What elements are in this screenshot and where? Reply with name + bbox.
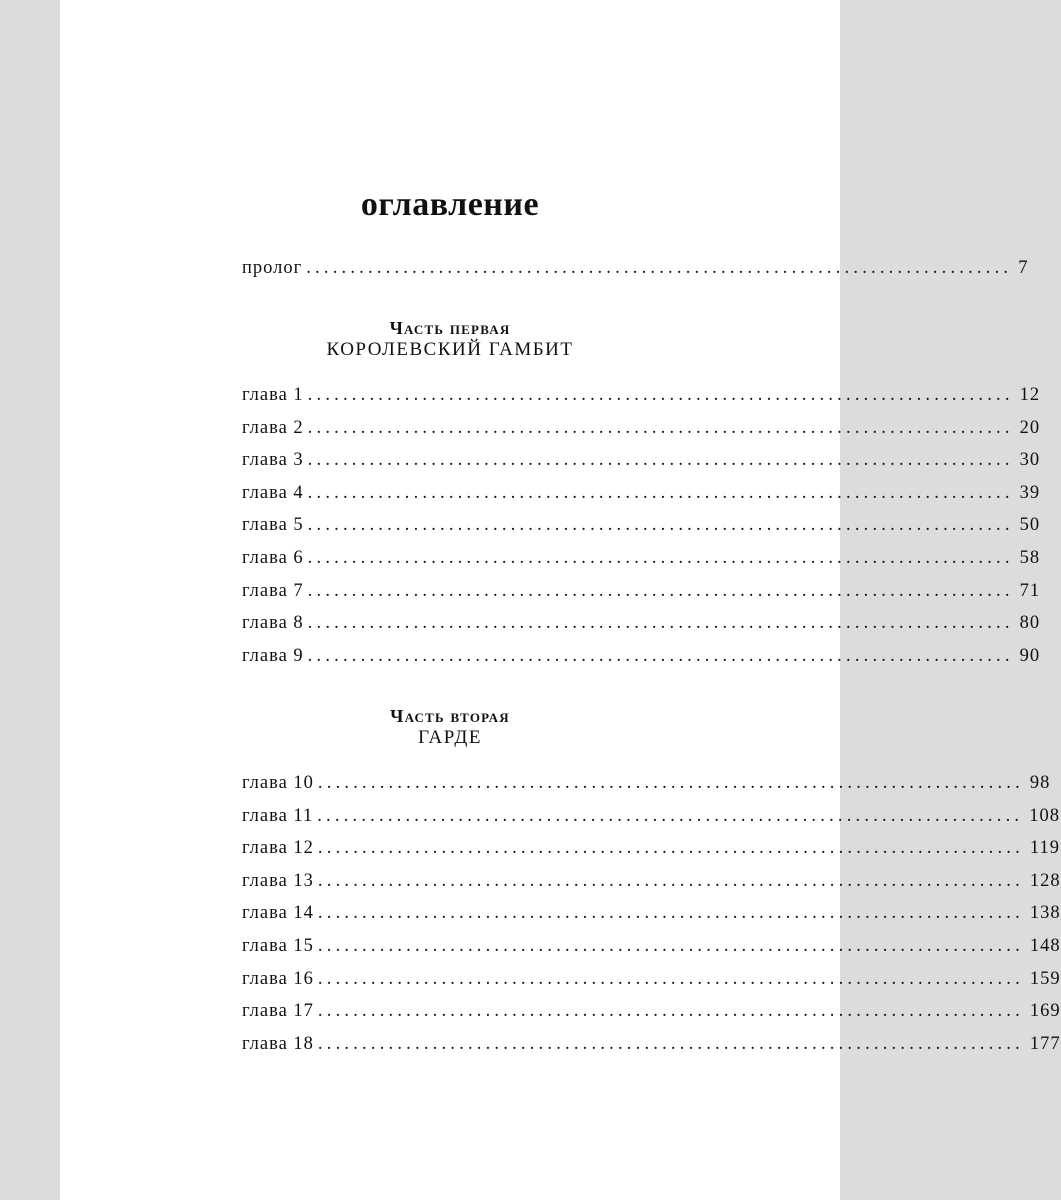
entry-label: глава 3 xyxy=(242,450,304,471)
entry-label: глава 5 xyxy=(242,515,304,536)
entry-page: 12 xyxy=(1019,385,1041,405)
entry-label: пролог xyxy=(242,258,303,278)
entry-label: глава 8 xyxy=(242,613,304,634)
entry-page: 30 xyxy=(1019,450,1041,471)
toc-entry[interactable] xyxy=(242,385,1041,409)
dot-leader: ................................................................................ xyxy=(307,645,1014,666)
dot-leader: ................................................................................ xyxy=(307,450,1014,471)
entry-label: глава 13 xyxy=(242,870,314,891)
book-page xyxy=(60,0,1061,1200)
entry-label: глава 4 xyxy=(242,482,304,503)
entry-page: 108 xyxy=(1029,805,1060,826)
entry-page: 119 xyxy=(1029,838,1060,859)
entry-page: 20 xyxy=(1019,417,1041,438)
entry-page: 50 xyxy=(1019,515,1041,536)
dot-leader: ................................................................................ xyxy=(317,1001,1024,1022)
toc-title: оглавление xyxy=(360,186,540,223)
toc-entry[interactable] xyxy=(242,838,1060,862)
toc-entry[interactable] xyxy=(242,870,1061,895)
toc-entry[interactable] xyxy=(242,580,1041,605)
entry-label: глава 16 xyxy=(242,968,314,989)
dot-leader: ................................................................................ xyxy=(307,580,1014,601)
dot-leader: ................................................................................ xyxy=(317,805,1024,826)
toc-entry[interactable] xyxy=(242,805,1060,830)
dot-leader: ................................................................................ xyxy=(317,838,1024,859)
part-1-heading xyxy=(60,318,840,361)
entry-label: глава 2 xyxy=(242,417,304,438)
toc-entry[interactable] xyxy=(242,1001,1061,1025)
dot-leader: ................................................................................ xyxy=(307,417,1014,438)
dot-leader: ................................................................................ xyxy=(307,613,1014,634)
entry-page: 159 xyxy=(1029,968,1061,989)
toc-entry[interactable] xyxy=(242,1033,1061,1058)
entry-page: 39 xyxy=(1019,482,1041,503)
entry-page: 169 xyxy=(1029,1001,1061,1022)
toc-entry[interactable] xyxy=(242,773,1051,797)
toc-entry-prologue[interactable] xyxy=(242,258,1029,282)
entry-page: 148 xyxy=(1029,936,1061,956)
entry-page: 177 xyxy=(1029,1033,1061,1054)
entry-page: 7 xyxy=(1018,258,1029,278)
toc-entry[interactable] xyxy=(242,548,1041,572)
entry-page: 90 xyxy=(1019,645,1041,666)
entry-label: глава 12 xyxy=(242,838,314,859)
toc-entry[interactable] xyxy=(242,417,1041,442)
toc-entry[interactable] xyxy=(242,968,1061,993)
entry-label: глава 14 xyxy=(242,903,314,924)
entry-label: глава 7 xyxy=(242,580,304,601)
dot-leader: ................................................................................ xyxy=(317,1033,1024,1054)
part-label: Часть первая xyxy=(389,318,511,338)
entry-label: глава 1 xyxy=(242,385,304,405)
entry-label: глава 9 xyxy=(242,645,304,666)
entry-page: 58 xyxy=(1019,548,1041,568)
toc-entry[interactable] xyxy=(242,515,1041,539)
dot-leader: ................................................................................ xyxy=(317,968,1024,989)
toc-entry[interactable] xyxy=(242,450,1041,474)
dot-leader: ................................................................................ xyxy=(317,903,1024,924)
entry-label: глава 17 xyxy=(242,1001,314,1022)
part-name: КОРОЛЕВСКИЙ ГАМБИТ xyxy=(326,339,574,360)
part-2-heading xyxy=(60,706,840,749)
entry-page: 128 xyxy=(1029,870,1061,891)
toc-entry[interactable] xyxy=(242,613,1041,637)
dot-leader: ................................................................................ xyxy=(317,936,1024,956)
part-name: ГАРДЕ xyxy=(418,727,482,748)
part-label: Часть вторая xyxy=(390,706,510,726)
toc-entry[interactable] xyxy=(242,936,1061,960)
dot-leader: ................................................................................ xyxy=(317,870,1024,891)
toc-entry[interactable] xyxy=(242,482,1041,507)
dot-leader: ................................................................................ xyxy=(317,773,1024,793)
entry-label: глава 6 xyxy=(242,548,304,568)
entry-label: глава 11 xyxy=(242,805,314,826)
entry-page: 80 xyxy=(1019,613,1041,634)
entry-label: глава 10 xyxy=(242,773,314,793)
toc-entry[interactable] xyxy=(242,903,1061,927)
entry-label: глава 15 xyxy=(242,936,314,956)
entry-label: глава 18 xyxy=(242,1033,314,1054)
dot-leader: ................................................................................ xyxy=(307,482,1014,503)
dot-leader: ................................................................................ xyxy=(307,385,1014,405)
dot-leader: ................................................................................ xyxy=(307,515,1014,536)
toc-entry[interactable] xyxy=(242,645,1041,670)
entry-page: 71 xyxy=(1019,580,1041,601)
entry-page: 98 xyxy=(1029,773,1051,793)
entry-page: 138 xyxy=(1029,903,1061,924)
dot-leader: ................................................................................ xyxy=(306,258,1013,278)
dot-leader: ................................................................................ xyxy=(307,548,1014,568)
